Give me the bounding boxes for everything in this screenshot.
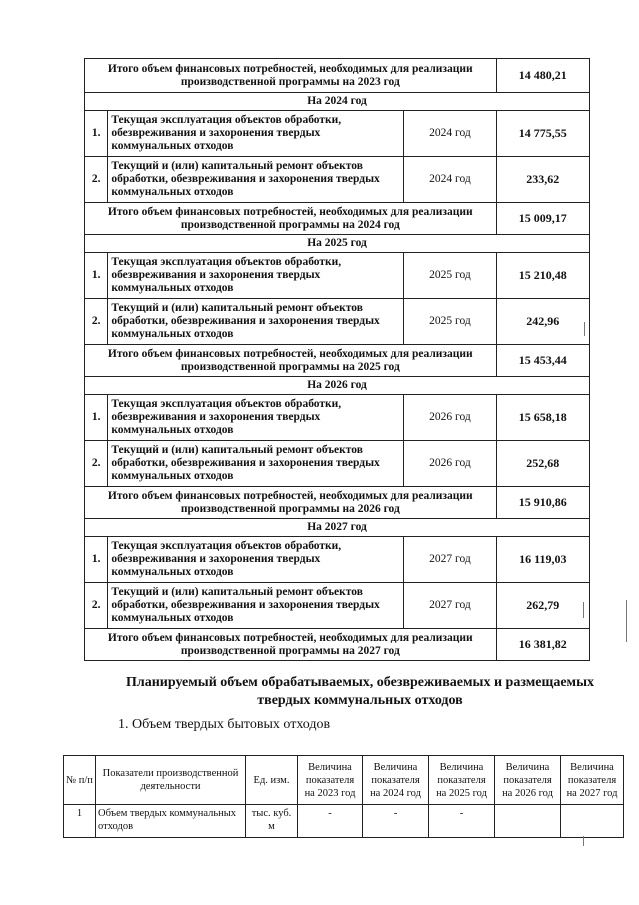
row-value: 15 658,18 bbox=[496, 395, 589, 441]
row-year: 2025 год bbox=[404, 299, 496, 345]
section-subheading: 1. Объем твердых бытовых отходов bbox=[118, 717, 331, 732]
row-number: 2. bbox=[85, 157, 108, 203]
cell-num: 1 bbox=[64, 805, 96, 838]
section-heading: Планируемый объем обрабатываемых, обезвреживаемых и размещаемых твердых коммунальных отходов bbox=[125, 675, 595, 708]
total-label: Итого объем финансовых потребностей, необходимых для реализации производственной программы на 2027 год bbox=[85, 629, 497, 661]
row-year: 2026 год bbox=[404, 395, 496, 441]
scan-artifact bbox=[583, 602, 584, 618]
year-heading-row bbox=[85, 519, 590, 537]
row-number: 1. bbox=[85, 395, 108, 441]
row-name: Текущая эксплуатация объектов обработки, обезвреживания и захоронения твердых коммунальных отходов bbox=[108, 253, 404, 299]
table-row bbox=[85, 583, 590, 629]
cell-unit: тыс. куб. м bbox=[246, 805, 298, 838]
year-heading: На 2024 год bbox=[85, 93, 590, 111]
header-unit: Ед. изм. bbox=[246, 756, 298, 805]
year-heading: На 2027 год bbox=[85, 519, 590, 537]
row-name: Текущая эксплуатация объектов обработки, обезвреживания и захоронения твердых коммунальных отходов bbox=[108, 111, 404, 157]
row-number: 2. bbox=[85, 299, 108, 345]
scan-artifact bbox=[626, 600, 627, 642]
total-value: 15 910,86 bbox=[496, 487, 589, 519]
row-year: 2024 год bbox=[404, 157, 496, 203]
table-row bbox=[85, 441, 590, 487]
table-row bbox=[85, 537, 590, 583]
table-row bbox=[85, 157, 590, 203]
row-value: 14 775,55 bbox=[496, 111, 589, 157]
table-header-row bbox=[64, 756, 624, 805]
row-name: Текущая эксплуатация объектов обработки, обезвреживания и захоронения твердых коммунальных отходов bbox=[108, 395, 404, 441]
year-heading-row bbox=[85, 235, 590, 253]
table-row bbox=[85, 253, 590, 299]
year-heading: На 2026 год bbox=[85, 377, 590, 395]
cell-2026 bbox=[495, 805, 561, 838]
row-number: 1. bbox=[85, 111, 108, 157]
header-2025: Величина показателя на 2025 год bbox=[429, 756, 495, 805]
table-row bbox=[85, 395, 590, 441]
total-label: Итого объем финансовых потребностей, необходимых для реализации производственной программы на 2024 год bbox=[85, 203, 497, 235]
total-value: 16 381,82 bbox=[496, 629, 589, 661]
total-row bbox=[85, 629, 590, 661]
year-heading: На 2025 год bbox=[85, 235, 590, 253]
row-value: 233,62 bbox=[496, 157, 589, 203]
row-name: Текущая эксплуатация объектов обработки, обезвреживания и захоронения твердых коммунальных отходов bbox=[108, 537, 404, 583]
year-heading-row bbox=[85, 377, 590, 395]
total-row bbox=[85, 487, 590, 519]
row-value: 252,68 bbox=[496, 441, 589, 487]
row-year: 2026 год bbox=[404, 441, 496, 487]
scan-artifact bbox=[584, 322, 585, 336]
row-number: 2. bbox=[85, 583, 108, 629]
row-name: Текущий и (или) капитальный ремонт объектов обработки, обезвреживания и захоронения твердых коммунальных отходов bbox=[108, 441, 404, 487]
row-value: 15 210,48 bbox=[496, 253, 589, 299]
row-name: Текущий и (или) капитальный ремонт объектов обработки, обезвреживания и захоронения твердых коммунальных отходов bbox=[108, 583, 404, 629]
header-2024: Величина показателя на 2024 год bbox=[363, 756, 429, 805]
header-2026: Величина показателя на 2026 год bbox=[495, 756, 561, 805]
row-value: 262,79 bbox=[496, 583, 589, 629]
row-value: 16 119,03 bbox=[496, 537, 589, 583]
header-2023: Величина показателя на 2023 год bbox=[298, 756, 363, 805]
header-num: № п/п bbox=[64, 756, 96, 805]
scan-artifact bbox=[583, 836, 584, 846]
total-value: 14 480,21 bbox=[496, 59, 589, 93]
total-value: 15 009,17 bbox=[496, 203, 589, 235]
row-year: 2024 год bbox=[404, 111, 496, 157]
cell-2023: - bbox=[298, 805, 363, 838]
table-row bbox=[64, 805, 624, 838]
row-name: Текущий и (или) капитальный ремонт объектов обработки, обезвреживания и захоронения твердых коммунальных отходов bbox=[108, 157, 404, 203]
row-year: 2027 год bbox=[404, 537, 496, 583]
waste-volume-table bbox=[63, 755, 624, 838]
total-row bbox=[85, 345, 590, 377]
row-value: 242,96 bbox=[496, 299, 589, 345]
row-number: 1. bbox=[85, 537, 108, 583]
header-indicator: Показатели производственной деятельности bbox=[96, 756, 246, 805]
row-name: Текущий и (или) капитальный ремонт объектов обработки, обезвреживания и захоронения твердых коммунальных отходов bbox=[108, 299, 404, 345]
total-row bbox=[85, 203, 590, 235]
row-number: 2. bbox=[85, 441, 108, 487]
total-row-2023 bbox=[85, 59, 590, 93]
table-row bbox=[85, 299, 590, 345]
cell-2024: - bbox=[363, 805, 429, 838]
row-number: 1. bbox=[85, 253, 108, 299]
row-year: 2027 год bbox=[404, 583, 496, 629]
cell-indicator: Объем твердых коммунальных отходов bbox=[96, 805, 246, 838]
row-year: 2025 год bbox=[404, 253, 496, 299]
header-2027: Величина показателя на 2027 год bbox=[561, 756, 624, 805]
financial-needs-table bbox=[84, 58, 590, 661]
cell-2027 bbox=[561, 805, 624, 838]
total-value: 15 453,44 bbox=[496, 345, 589, 377]
table-row bbox=[85, 111, 590, 157]
total-label: Итого объем финансовых потребностей, необходимых для реализации производственной программы на 2023 год bbox=[85, 59, 497, 93]
total-label: Итого объем финансовых потребностей, необходимых для реализации производственной программы на 2026 год bbox=[85, 487, 497, 519]
total-label: Итого объем финансовых потребностей, необходимых для реализации производственной программы на 2025 год bbox=[85, 345, 497, 377]
year-heading-row bbox=[85, 93, 590, 111]
cell-2025: - bbox=[429, 805, 495, 838]
